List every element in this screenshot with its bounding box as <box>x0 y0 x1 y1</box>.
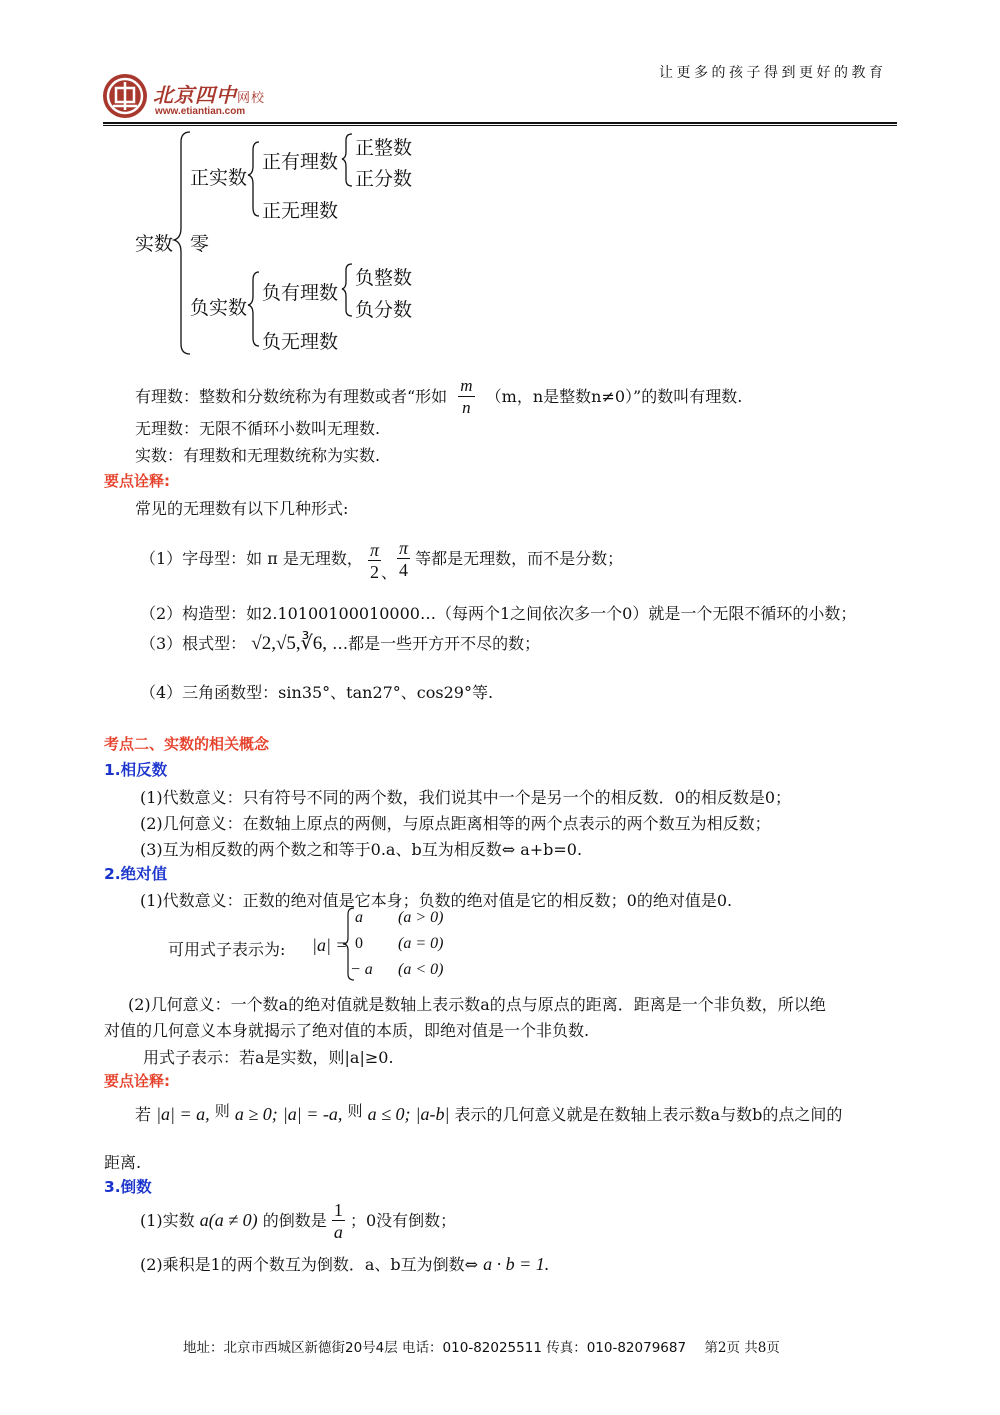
tree-neg-int: 负整数 <box>355 267 413 289</box>
tree-pos-rational: 正有理数 <box>262 151 339 173</box>
opposite-geometric: (2)几何意义：在数轴上原点的两侧，与原点距离相等的两个点表示的两个数互为相反数； <box>140 814 771 833</box>
tree-pos-int: 正整数 <box>355 137 413 159</box>
note2-distance: 距离. <box>104 1153 142 1172</box>
case3-cond: (a < 0) <box>398 961 444 978</box>
case2-value: 0 <box>355 935 363 952</box>
abs-geometric-2: 对值的几何意义本身就揭示了绝对值的本质，即绝对值是一个非负数. <box>104 1021 590 1040</box>
opposite-sum: (3)互为相反数的两个数之和等于0.a、b互为相反数⇔ a+b=0. <box>140 840 583 859</box>
classification-braces <box>0 0 1000 380</box>
note1-item1: （1）字母型：如 π 是无理数， $\frac{\pi}{2}$ 、 $\frac{\pi}{4}$ 等都是无理数，而不是分数； <box>140 538 624 582</box>
case1-cond: (a > 0) <box>398 909 444 926</box>
tree-neg-real: 负实数 <box>190 297 248 319</box>
note1-title: 要点诠释: <box>104 472 170 490</box>
footer-address: 地址：北京市西城区新德街20号4层 电话：010-82025511 传真：010-82079687 <box>183 1340 687 1356</box>
section2-heading-abs: 2.绝对值 <box>104 865 168 883</box>
def-real: 实数：有理数和无理数统称为实数. <box>135 446 381 465</box>
fraction-pi-over-2: $\frac{\pi}{2}$ <box>369 540 379 582</box>
tree-root: 实数 <box>135 233 174 255</box>
note2-line: 若 |a| = a, 则 a ≥ 0; |a| = -a, 则 a ≤ 0; |a-b| 表示的几何意义就是在数轴上表示数a与数b的点之间的 <box>135 1102 843 1124</box>
tree-neg-frac: 负分数 <box>355 299 413 321</box>
abs-geometric-1: (2)几何意义：一个数a的绝对值就是数轴上表示数a的点与原点的距离．距离是一个非负数，所以绝 <box>128 995 826 1014</box>
abs-expr-label: 可用式子表示为: <box>168 940 286 959</box>
tree-neg-irrational: 负无理数 <box>262 331 339 353</box>
def-irrational: 无理数：无限不循环小数叫无理数. <box>135 419 381 438</box>
logo-url: www.etiantian.com <box>155 106 246 117</box>
section2-heading-opposite: 1.相反数 <box>104 761 168 779</box>
abs-algebraic: (1)代数意义：正数的绝对值是它本身；负数的绝对值是它的相反数；0的绝对值是0. <box>140 891 733 910</box>
def-rational: 有理数：整数和分数统称为有理数或者“形如 $\frac{m}{n}$ （m，n是整数n≠0）”的数叫有理数. <box>135 376 743 417</box>
note1-intro: 常见的无理数有以下几种形式: <box>135 499 349 518</box>
tree-pos-real: 正实数 <box>190 167 248 189</box>
footer-page: 第2页 共8页 <box>704 1340 780 1356</box>
logo-text: 北京四中网校 <box>153 83 266 107</box>
note1-item3: （3）根式型： √2,√5,∛6, …都是一些开方开不尽的数； <box>140 633 541 654</box>
reciprocal-def: (1)实数 a(a ≠ 0) 的倒数是 $\frac{1}{a}$ ；0没有倒数； <box>140 1200 457 1242</box>
fraction-1-over-a: $\frac{1}{a}$ <box>333 1200 343 1242</box>
slogan: 让更多的孩子得到更好的教育 <box>659 65 887 81</box>
case2-cond: (a = 0) <box>398 935 444 952</box>
opposite-algebraic: (1)代数意义：只有符号不同的两个数，我们说其中一个是另一个的相反数．0的相反数是0； <box>140 788 792 807</box>
tree-zero: 零 <box>190 233 210 255</box>
reciprocal-product: (2)乘积是1的两个数互为倒数．a、b互为倒数⇔ a · b = 1. <box>140 1254 550 1274</box>
section2-title: 考点二、实数的相关概念 <box>104 735 270 753</box>
footer <box>183 1336 780 1356</box>
note2-title: 要点诠释: <box>104 1072 170 1090</box>
tree-pos-frac: 正分数 <box>355 168 413 190</box>
section2-heading-reciprocal: 3.倒数 <box>104 1178 152 1196</box>
abs-a: |a| = <box>312 935 348 955</box>
case3-value: − a <box>350 961 373 978</box>
tree-neg-rational: 负有理数 <box>262 282 339 304</box>
fraction-m-over-n: $\frac{m}{n}$ <box>460 376 473 417</box>
case1-value: a <box>355 909 363 926</box>
note1-item4: （4）三角函数型：sin35°、tan27°、cos29°等. <box>140 683 494 702</box>
fraction-pi-over-4: $\frac{\pi}{4}$ <box>399 538 409 580</box>
tree-pos-irrational: 正无理数 <box>262 200 339 222</box>
abs-nonneg: 用式子表示：若a是实数，则|a|≥0. <box>143 1048 394 1067</box>
note1-item2: （2）构造型：如2.10100100010000…（每两个1之间依次多一个0）就是一个无限不循环的小数； <box>140 604 857 623</box>
